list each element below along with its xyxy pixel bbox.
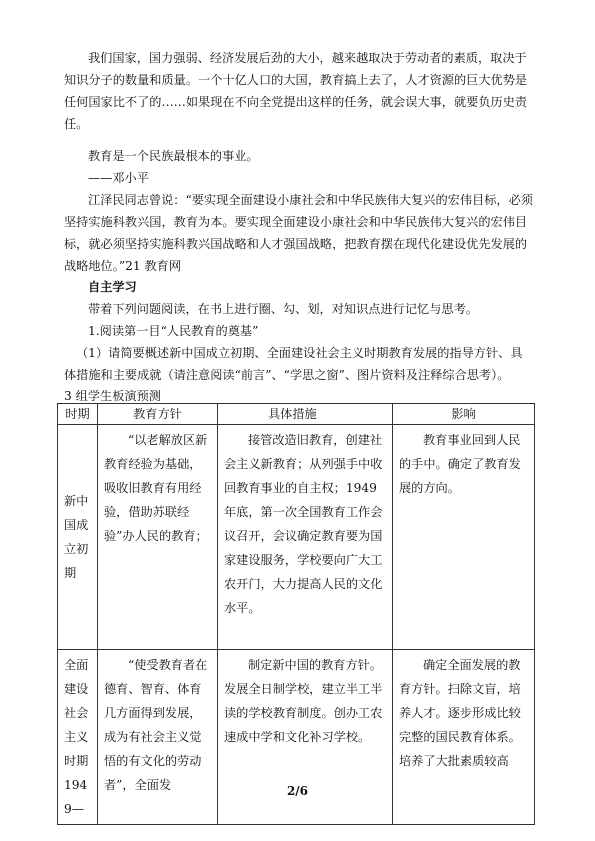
quote-attribution: ——邓小平 [88, 171, 149, 185]
table-cell-impact: 教育事业回到人民的手中。确定了教育发展的方向。 [393, 425, 535, 650]
table-header-cell: 教育方针 [98, 404, 218, 425]
table-row [58, 425, 535, 650]
table-row [58, 650, 535, 825]
table-header-cell: 时期 [58, 404, 98, 425]
table-cell-policy: “使受教育者在德育、智育、体育几方面得到发展，成为有社会主义觉悟的有文化的劳动者”，全面发 [98, 650, 218, 825]
quote-paragraph-education: 教育是一个民族最根本的事业。 [88, 149, 259, 163]
table-cell-policy: “以老解放区新教育经验为基础，吸收旧教育有用经验，借助苏联经验”办人民的教育； [98, 425, 218, 650]
table-cell-impact: 确定全面发展的教育方针。扫除文盲，培养人才。逐步形成比较完整的国民教育体系。培养了大批素质较高 [393, 650, 535, 825]
table-cell-period: 新中国成立初期 [58, 425, 98, 650]
table-header-cell: 影响 [393, 404, 535, 425]
section-heading: 自主学习 [88, 280, 137, 294]
question-item: （1）请简要概述新中国成立初期、全面建设社会主义时期教育发展的指导方针、具体措施和主要成就（请注意阅读“前言”、“学思之窗”、图片资料及注释综合思考）。 [64, 346, 523, 382]
quote-paragraph-deng: 我们国家，国力强弱、经济发展后劲的大小，越来越取决于劳动者的素质，取决于知识分子的数量和质量。一个十亿人口的大国，教育搞上去了，人才资源的巨大优势是任何国家比不了的……如果现在不向全党提出这样的任务，就会误大事，就要负历史责任。 [64, 51, 528, 131]
instruction-paragraph: 带着下列问题阅读，在书上进行圈、勾、划，对知识点进行记忆与思考。 [88, 302, 478, 316]
table-header-row [58, 404, 535, 425]
page-number: 2/6 [286, 784, 309, 798]
table-cell-period: 全面建设社会主义时期 1949— [58, 650, 98, 825]
quote-paragraph-jiang: 江泽民同志曾说：“要实现全面建设小康社会和中华民族伟大复兴的宏伟目标，必须坚持实施科教兴国，教育为本。要实现全面建设小康社会和中华民族伟大复兴的宏伟目标，就必须坚持实施科教兴国战略和人才强国战略，把教育摆在现代化建设优先发展的战略地位。”21 教育网 [64, 193, 533, 273]
education-table [57, 403, 535, 825]
table-header-cell: 具体措施 [218, 404, 393, 425]
table-caption: 3 组学生板演预测 [64, 389, 161, 403]
table-cell-measures: 接管改造旧教育，创建社会主义新教育；从列强手中收回教育事业的自主权；1949 年底，第一次全国教育工作会议召开，会议确定教育要为国家建设服务，学校要向广大工农开门，大力提高人民的文化水平。 [218, 425, 393, 650]
question-title: 1.阅读第一目“人民教育的奠基” [88, 324, 259, 338]
table-cell-measures: 制定新中国的教育方针。发展全日制学校，建立半工半读的学校教育制度。创办工农速成中学和文化补习学校。 [218, 650, 393, 825]
